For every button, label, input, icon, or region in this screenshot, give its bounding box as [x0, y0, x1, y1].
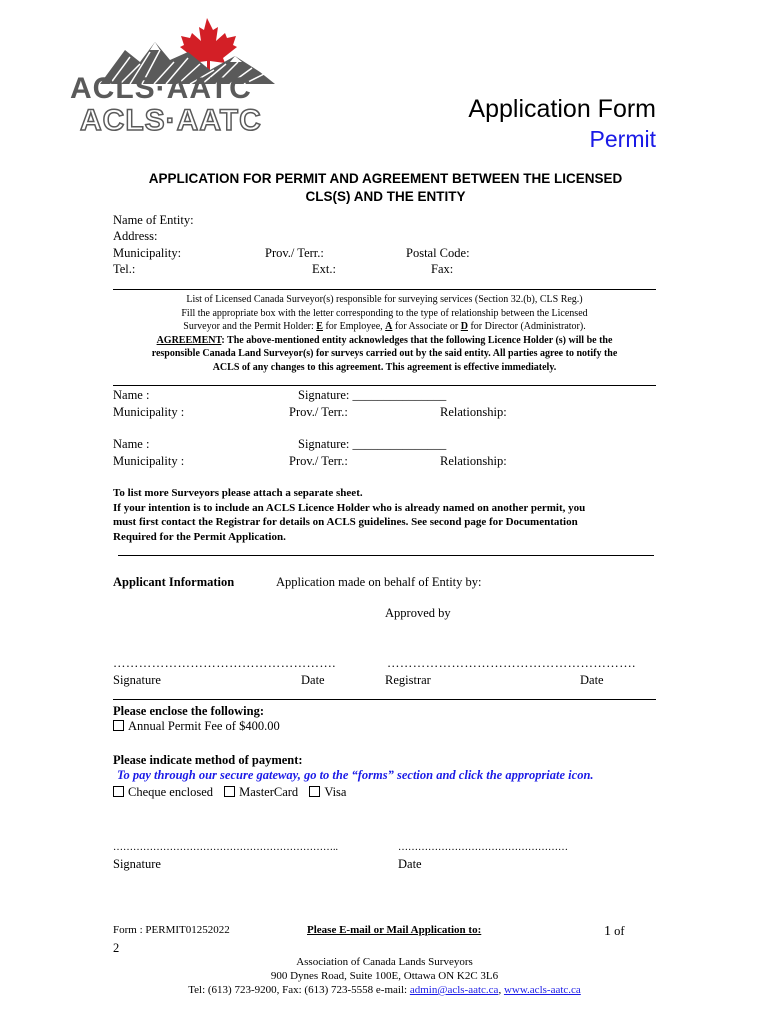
footer-sep: , — [498, 984, 504, 996]
page-number — [604, 924, 625, 940]
mail-to-label: Please E-mail or Mail Application to: — [307, 924, 482, 936]
enclose-heading: Please enclose the following: — [113, 704, 265, 718]
surveyor-2-signature: Signature: _______________ — [298, 437, 447, 451]
annual-fee-checkbox[interactable] — [113, 720, 124, 731]
applicant-signature-label: Signature — [113, 673, 161, 687]
form-heading-line2: CLS(S) AND THE ENTITY — [305, 189, 466, 204]
mastercard-label: MasterCard — [239, 785, 299, 799]
entity-name-label: Name of Entity: — [113, 213, 194, 227]
registrar-label: Registrar — [385, 673, 431, 687]
divider — [113, 385, 656, 386]
gateway-instructions: To pay through our secure gateway, go to the “forms” section and click the appropriate icon. — [117, 768, 594, 782]
agreement-text: : The above-mentioned entity acknowledges that the following Licence Holder (s) will be the — [221, 334, 613, 346]
footer-address: 900 Dynes Road, Suite 100E, Ottawa ON K2C 3L6 — [270, 970, 499, 982]
letter-a: A — [385, 321, 393, 333]
visa-checkbox[interactable] — [309, 786, 320, 797]
page-title: Application Form — [468, 95, 656, 123]
more-note-line2: If your intention is to include an ACLS Licence Holder who is already named on another permit, you — [113, 501, 586, 514]
footer-contact — [113, 984, 656, 996]
visa-label: Visa — [324, 785, 347, 799]
letter-e: E — [316, 321, 323, 333]
final-signature-label: Signature — [113, 857, 161, 871]
surveyor-1-municipality: Municipality : — [113, 405, 185, 419]
notice-line5: responsible Canada Land Surveyor(s) for surveys carried out by the said entity. All parties agree to notify the — [151, 348, 618, 360]
more-note-line4: Required for the Permit Application. — [113, 530, 286, 543]
cheque-checkbox[interactable] — [113, 786, 124, 797]
final-signature-line: ………………………………………………………….. — [113, 842, 338, 853]
notice-line6: ACLS of any changes to this agreement. This agreement is effective immediately. — [212, 361, 557, 373]
cheque-option[interactable] — [113, 785, 213, 799]
website-link[interactable]: www.acls-aatc.ca — [503, 984, 581, 996]
mastercard-checkbox[interactable] — [224, 786, 235, 797]
email-link[interactable]: admin@acls-aatc.ca — [409, 984, 499, 996]
acls-logo — [70, 12, 285, 137]
applicant-heading: Applicant Information — [113, 575, 235, 589]
letter-d: D — [460, 321, 468, 333]
agreement-label: AGREEMENT — [156, 334, 222, 346]
approved-by-label: Approved by — [385, 606, 451, 620]
notice-block — [113, 293, 656, 375]
more-note-line3: must first contact the Registrar for details on ACLS guidelines. See second page for Documentation — [113, 516, 578, 528]
logo-text-bottom: ACLS·AATC — [80, 104, 262, 137]
surveyor-1-signature: Signature: _______________ — [298, 388, 447, 402]
divider — [118, 555, 654, 556]
more-surveyors-note — [113, 486, 585, 544]
notice-line3 — [113, 320, 656, 334]
divider — [113, 699, 656, 700]
final-date-line: …………………………………………… — [398, 842, 568, 853]
cheque-label: Cheque enclosed — [128, 785, 214, 799]
surveyor-2-relationship: Relationship: — [440, 454, 507, 468]
more-note-line1: To list more Surveyors please attach a separate sheet. — [113, 487, 363, 499]
footer-phone-fax: Tel: (613) 723-9200, Fax: (613) 723-5558 e-mail: — [188, 984, 410, 996]
payment-options — [113, 785, 346, 800]
page-of: of — [614, 924, 625, 938]
page-total: 2 — [113, 941, 120, 955]
notice-line3a: Surveyor and the Permit Holder: — [183, 321, 317, 333]
registrar-date-label: Date — [580, 673, 604, 687]
notice-line3b: for Employee, — [322, 321, 386, 333]
entity-postal-label: Postal Code: — [406, 246, 470, 260]
entity-ext-label: Ext.: — [312, 262, 336, 276]
notice-line3d: for Director (Administrator). — [467, 321, 586, 333]
surveyor-2-name: Name : — [113, 437, 150, 451]
footer-org: Association of Canada Lands Surveyors — [296, 956, 473, 968]
entity-tel-label: Tel.: — [113, 262, 136, 276]
form-heading — [113, 170, 658, 206]
payment-heading: Please indicate method of payment: — [113, 753, 303, 767]
visa-option[interactable] — [309, 785, 346, 799]
entity-prov-label: Prov./ Terr.: — [265, 246, 324, 260]
registrar-signature-line: …………………………………………………. — [387, 656, 636, 670]
notice-line3c: for Associate or — [392, 321, 461, 333]
applicant-date-label: Date — [301, 673, 325, 687]
logo-text-top: ACLS·AATC — [70, 72, 252, 105]
page-subtitle: Permit — [589, 126, 656, 152]
surveyor-2-prov: Prov./ Terr.: — [289, 454, 348, 468]
entity-municipality-label: Municipality: — [113, 246, 182, 260]
page-current: 1 — [604, 924, 611, 939]
entity-fax-label: Fax: — [431, 262, 454, 276]
notice-line4 — [113, 334, 656, 348]
applicant-behalf-label: Application made on behalf of Entity by: — [276, 575, 482, 589]
annual-fee-option[interactable] — [113, 719, 280, 734]
surveyor-1-prov: Prov./ Terr.: — [289, 405, 348, 419]
mastercard-option[interactable] — [224, 785, 298, 799]
surveyor-2-municipality: Municipality : — [113, 454, 185, 468]
annual-fee-label: Annual Permit Fee of $400.00 — [128, 719, 280, 733]
surveyor-1-name: Name : — [113, 388, 150, 402]
notice-line1: List of Licensed Canada Surveyor(s) responsible for surveying services (Section 32.(b), CLS Reg.) — [186, 294, 583, 305]
form-id: Form : PERMIT01252022 — [113, 924, 230, 936]
entity-address-label: Address: — [113, 229, 158, 243]
applicant-signature-line: ……………………………………………. — [113, 656, 336, 670]
form-heading-line1: APPLICATION FOR PERMIT AND AGREEMENT BETWEEN THE LICENSED — [148, 171, 623, 186]
surveyor-1-relationship: Relationship: — [440, 405, 507, 419]
divider — [113, 289, 656, 290]
final-date-label: Date — [398, 857, 422, 871]
notice-line2: Fill the appropriate box with the letter corresponding to the type of relationship between the Licensed — [181, 307, 588, 319]
